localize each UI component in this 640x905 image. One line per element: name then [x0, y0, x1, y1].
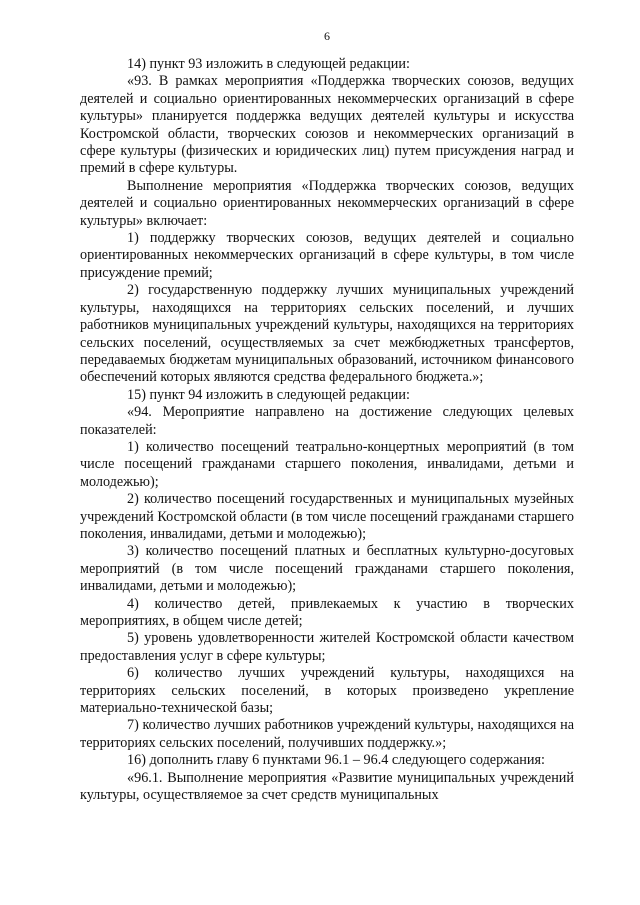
paragraph-implementation: Выполнение мероприятия «Поддержка творческих союзов, ведущих деятелей и социально ориентированных некоммерческих организаций в сфере культуры» включает:	[80, 177, 574, 229]
page-number: 6	[324, 29, 330, 43]
paragraph-point-94: «94. Мероприятие направлено на достижение следующих целевых показателей:	[80, 404, 574, 438]
paragraph-item-16: 16) дополнить главу 6 пунктами 96.1 – 96.4 следующего содержания:	[127, 752, 545, 769]
indicator-item-1: 1) количество посещений театрально-концертных мероприятий (в том числе посещений гражданами старшего поколения, инвалидами, детьми и молодежью);	[80, 438, 574, 490]
indicator-item-6: 6) количество лучших учреждений культуры, находящихся на территориях сельских поселений, в которых произведено укрепление материально-технической базы;	[80, 665, 574, 717]
paragraph-point-96-1: «96.1. Выполнение мероприятия «Развитие муниципальных учреждений культуры, осуществляемое за счет средств муниципальных	[80, 769, 574, 804]
paragraph-item-15: 15) пункт 94 изложить в следующей редакции:	[127, 386, 410, 403]
indicator-item-2: 2) количество посещений государственных и муниципальных музейных учреждений Костромской области (в том числе посещений гражданами старшего поколения, инвалидами, детьми и молодежью);	[80, 491, 574, 542]
indicator-item-7: 7) количество лучших работников учреждений культуры, находящихся на территориях сельских поселений, получивших поддержку.»;	[80, 717, 574, 751]
paragraph-point-93: «93. В рамках мероприятия «Поддержка творческих союзов, ведущих деятелей и социально ориентированных некоммерческих организаций в сфере культуры» планируется поддержка ведущих деятелей культуры и искусства Костромской области, творческих союзов и некоммерческих организаций в сфере культуры (физических и юридических лиц) путем присуждения наград и премий в сфере культуры.	[80, 73, 574, 177]
paragraph-item-14: 14) пункт 93 изложить в следующей редакции:	[127, 56, 410, 72]
list-item-2: 2) государственную поддержку лучших муниципальных учреждений культуры, находящихся на территориях сельских поселений, и лучших работников муниципальных учреждений культуры, находящихся на территориях сельских поселений, осуществляемых за счет межбюджетных трансфертов, передаваемых бюджетам муниципальных образований, источником финансового обеспечений которых являются средства федерального бюджета.»;	[80, 282, 574, 386]
indicator-item-4: 4) количество детей, привлекаемых к участию в творческих мероприятиях, в общем числе детей;	[80, 595, 574, 629]
list-item-1: 1) поддержку творческих союзов, ведущих деятелей и социально ориентированных некоммерческих организаций в сфере культуры, в том числе присуждение премий;	[80, 230, 574, 281]
indicator-item-5: 5) уровень удовлетворенности жителей Костромской области качеством предоставления услуг в сфере культуры;	[80, 630, 574, 664]
document-page	[80, 28, 574, 804]
indicator-item-3: 3) количество посещений платных и бесплатных культурно-досуговых мероприятий (в том числе посещений гражданами старшего поколения, инвалидами, детьми и молодежью);	[80, 543, 574, 595]
